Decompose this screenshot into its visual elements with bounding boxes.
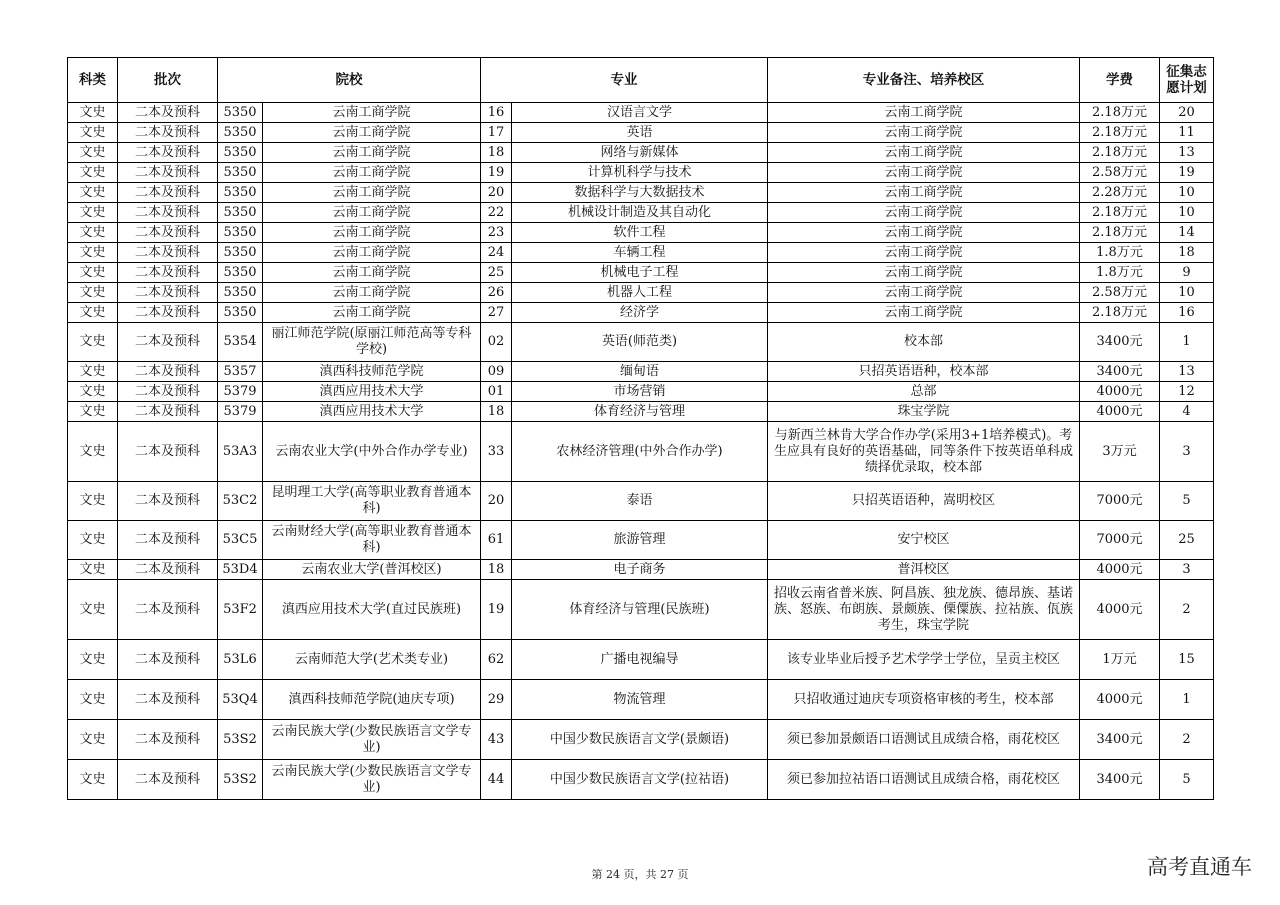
cell-school-code: 5354	[218, 323, 263, 362]
cell-school: 云南农业大学(普洱校区)	[263, 560, 481, 580]
cell-school-code: 5350	[218, 163, 263, 183]
cell-note: 云南工商学院	[768, 163, 1080, 183]
cell-fee: 1万元	[1080, 640, 1160, 680]
cell-fee: 2.58万元	[1080, 283, 1160, 303]
cell-school: 云南工商学院	[263, 223, 481, 243]
table-row	[68, 580, 1214, 640]
cell-fee: 4000元	[1080, 580, 1160, 640]
cell-plan: 11	[1160, 123, 1214, 143]
cell-major: 车辆工程	[512, 243, 768, 263]
cell-major-code: 43	[481, 720, 512, 760]
table-row	[68, 760, 1214, 800]
cell-major-code: 19	[481, 580, 512, 640]
cell-school-code: 53Q4	[218, 680, 263, 720]
cell-note: 珠宝学院	[768, 402, 1080, 422]
cell-fee: 4000元	[1080, 560, 1160, 580]
cell-note: 总部	[768, 382, 1080, 402]
cell-kelei: 文史	[68, 183, 118, 203]
cell-pici: 二本及预科	[118, 163, 218, 183]
cell-major-code: 22	[481, 203, 512, 223]
cell-pici: 二本及预科	[118, 283, 218, 303]
cell-fee: 2.18万元	[1080, 223, 1160, 243]
cell-note: 校本部	[768, 323, 1080, 362]
cell-major-code: 02	[481, 323, 512, 362]
cell-pici: 二本及预科	[118, 203, 218, 223]
cell-kelei: 文史	[68, 123, 118, 143]
table-row	[68, 323, 1214, 362]
cell-major-code: 18	[481, 560, 512, 580]
cell-kelei: 文史	[68, 521, 118, 560]
cell-plan: 13	[1160, 362, 1214, 382]
cell-fee: 1.8万元	[1080, 243, 1160, 263]
table-row	[68, 680, 1214, 720]
cell-plan: 1	[1160, 680, 1214, 720]
cell-major-code: 09	[481, 362, 512, 382]
cell-major-code: 33	[481, 422, 512, 482]
header-major: 专业	[481, 58, 768, 103]
cell-major: 中国少数民族语言文学(拉祜语)	[512, 760, 768, 800]
brand-watermark: 高考直通车	[1147, 855, 1252, 879]
cell-pici: 二本及预科	[118, 521, 218, 560]
header-fee: 学费	[1080, 58, 1160, 103]
cell-note: 云南工商学院	[768, 263, 1080, 283]
cell-kelei: 文史	[68, 223, 118, 243]
cell-major-code: 20	[481, 183, 512, 203]
cell-pici: 二本及预科	[118, 422, 218, 482]
cell-school-code: 5350	[218, 103, 263, 123]
table-row	[68, 482, 1214, 521]
cell-major: 电子商务	[512, 560, 768, 580]
cell-note: 须已参加景颇语口语测试且成绩合格，雨花校区	[768, 720, 1080, 760]
cell-school-code: 5350	[218, 223, 263, 243]
cell-plan: 3	[1160, 422, 1214, 482]
cell-major: 泰语	[512, 482, 768, 521]
table-header-row	[68, 58, 1214, 103]
cell-kelei: 文史	[68, 303, 118, 323]
cell-note: 云南工商学院	[768, 283, 1080, 303]
cell-kelei: 文史	[68, 422, 118, 482]
table-row	[68, 720, 1214, 760]
cell-kelei: 文史	[68, 163, 118, 183]
cell-school-code: 53A3	[218, 422, 263, 482]
cell-school: 云南农业大学(中外合作办学专业)	[263, 422, 481, 482]
table-row	[68, 560, 1214, 580]
cell-kelei: 文史	[68, 263, 118, 283]
header-note: 专业备注、培养校区	[768, 58, 1080, 103]
cell-school-code: 5350	[218, 303, 263, 323]
cell-note: 须已参加拉祜语口语测试且成绩合格，雨花校区	[768, 760, 1080, 800]
cell-kelei: 文史	[68, 143, 118, 163]
cell-pici: 二本及预科	[118, 382, 218, 402]
cell-note: 云南工商学院	[768, 243, 1080, 263]
table-row	[68, 362, 1214, 382]
table-row	[68, 203, 1214, 223]
cell-school-code: 5350	[218, 183, 263, 203]
cell-plan: 19	[1160, 163, 1214, 183]
cell-fee: 1.8万元	[1080, 263, 1160, 283]
cell-fee: 2.18万元	[1080, 303, 1160, 323]
cell-fee: 7000元	[1080, 482, 1160, 521]
cell-fee: 3400元	[1080, 720, 1160, 760]
cell-major-code: 24	[481, 243, 512, 263]
cell-school: 滇西应用技术大学(直过民族班)	[263, 580, 481, 640]
cell-school: 滇西科技师范学院(迪庆专项)	[263, 680, 481, 720]
cell-major-code: 61	[481, 521, 512, 560]
cell-major: 计算机科学与技术	[512, 163, 768, 183]
cell-pici: 二本及预科	[118, 323, 218, 362]
cell-school-code: 5350	[218, 123, 263, 143]
table-row	[68, 263, 1214, 283]
cell-major-code: 26	[481, 283, 512, 303]
cell-school-code: 5379	[218, 382, 263, 402]
table-row	[68, 303, 1214, 323]
cell-major: 缅甸语	[512, 362, 768, 382]
cell-fee: 3400元	[1080, 362, 1160, 382]
cell-kelei: 文史	[68, 103, 118, 123]
cell-school: 云南工商学院	[263, 303, 481, 323]
cell-note: 与新西兰林肯大学合作办学(采用3+1培养模式)。考生应具有良好的英语基础，同等条件下按英语单科成绩择优录取，校本部	[768, 422, 1080, 482]
cell-major-code: 23	[481, 223, 512, 243]
cell-pici: 二本及预科	[118, 560, 218, 580]
cell-kelei: 文史	[68, 640, 118, 680]
cell-school: 滇西应用技术大学	[263, 382, 481, 402]
cell-school: 云南工商学院	[263, 143, 481, 163]
cell-school-code: 53D4	[218, 560, 263, 580]
cell-school-code: 53F2	[218, 580, 263, 640]
cell-plan: 20	[1160, 103, 1214, 123]
cell-major: 英语	[512, 123, 768, 143]
cell-plan: 9	[1160, 263, 1214, 283]
cell-major-code: 18	[481, 143, 512, 163]
cell-fee: 2.18万元	[1080, 143, 1160, 163]
cell-major-code: 62	[481, 640, 512, 680]
cell-kelei: 文史	[68, 720, 118, 760]
cell-school: 云南师范大学(艺术类专业)	[263, 640, 481, 680]
cell-school: 云南工商学院	[263, 163, 481, 183]
cell-kelei: 文史	[68, 283, 118, 303]
cell-school-code: 5350	[218, 283, 263, 303]
table-row	[68, 143, 1214, 163]
header-pici: 批次	[118, 58, 218, 103]
cell-school-code: 5350	[218, 243, 263, 263]
cell-plan: 2	[1160, 580, 1214, 640]
cell-pici: 二本及预科	[118, 580, 218, 640]
cell-school: 云南工商学院	[263, 183, 481, 203]
cell-kelei: 文史	[68, 382, 118, 402]
cell-fee: 4000元	[1080, 382, 1160, 402]
cell-note: 只招英语语种，校本部	[768, 362, 1080, 382]
cell-school-code: 53S2	[218, 720, 263, 760]
cell-kelei: 文史	[68, 243, 118, 263]
cell-plan: 2	[1160, 720, 1214, 760]
cell-school: 云南工商学院	[263, 203, 481, 223]
cell-pici: 二本及预科	[118, 362, 218, 382]
enrollment-table	[67, 57, 1214, 800]
cell-school: 云南民族大学(少数民族语言文学专业)	[263, 760, 481, 800]
cell-pici: 二本及预科	[118, 143, 218, 163]
cell-school-code: 53C5	[218, 521, 263, 560]
cell-major: 旅游管理	[512, 521, 768, 560]
cell-major-code: 18	[481, 402, 512, 422]
table-row	[68, 223, 1214, 243]
cell-note: 普洱校区	[768, 560, 1080, 580]
cell-pici: 二本及预科	[118, 223, 218, 243]
table-row	[68, 422, 1214, 482]
cell-school: 滇西应用技术大学	[263, 402, 481, 422]
cell-plan: 15	[1160, 640, 1214, 680]
cell-note: 云南工商学院	[768, 303, 1080, 323]
cell-school: 云南工商学院	[263, 283, 481, 303]
cell-pici: 二本及预科	[118, 243, 218, 263]
cell-major-code: 20	[481, 482, 512, 521]
cell-school: 云南工商学院	[263, 123, 481, 143]
cell-school: 丽江师范学院(原丽江师范高等专科学校)	[263, 323, 481, 362]
cell-kelei: 文史	[68, 362, 118, 382]
cell-pici: 二本及预科	[118, 680, 218, 720]
cell-note: 只招收通过迪庆专项资格审核的考生，校本部	[768, 680, 1080, 720]
cell-major-code: 17	[481, 123, 512, 143]
cell-fee: 2.28万元	[1080, 183, 1160, 203]
table-row	[68, 640, 1214, 680]
cell-note: 云南工商学院	[768, 223, 1080, 243]
cell-plan: 3	[1160, 560, 1214, 580]
cell-major: 物流管理	[512, 680, 768, 720]
cell-kelei: 文史	[68, 203, 118, 223]
cell-school-code: 5350	[218, 203, 263, 223]
cell-plan: 13	[1160, 143, 1214, 163]
cell-major: 体育经济与管理	[512, 402, 768, 422]
page-number: 第 24 页，共 27 页	[591, 868, 689, 881]
cell-pici: 二本及预科	[118, 263, 218, 283]
cell-major-code: 44	[481, 760, 512, 800]
cell-pici: 二本及预科	[118, 402, 218, 422]
header-kelei: 科类	[68, 58, 118, 103]
cell-kelei: 文史	[68, 760, 118, 800]
header-plan: 征集志愿计划	[1160, 58, 1214, 103]
cell-school: 云南工商学院	[263, 263, 481, 283]
cell-pici: 二本及预科	[118, 640, 218, 680]
cell-note: 云南工商学院	[768, 103, 1080, 123]
cell-major-code: 25	[481, 263, 512, 283]
cell-major: 体育经济与管理(民族班)	[512, 580, 768, 640]
cell-major: 软件工程	[512, 223, 768, 243]
cell-plan: 12	[1160, 382, 1214, 402]
cell-note: 云南工商学院	[768, 123, 1080, 143]
cell-plan: 10	[1160, 203, 1214, 223]
table-row	[68, 382, 1214, 402]
cell-major: 经济学	[512, 303, 768, 323]
cell-major: 机器人工程	[512, 283, 768, 303]
cell-pici: 二本及预科	[118, 482, 218, 521]
cell-fee: 2.18万元	[1080, 103, 1160, 123]
cell-fee: 4000元	[1080, 680, 1160, 720]
cell-major-code: 01	[481, 382, 512, 402]
cell-major: 英语(师范类)	[512, 323, 768, 362]
table-body	[68, 103, 1214, 800]
cell-school: 云南工商学院	[263, 243, 481, 263]
table-row	[68, 402, 1214, 422]
cell-plan: 25	[1160, 521, 1214, 560]
table-row	[68, 103, 1214, 123]
cell-major-code: 27	[481, 303, 512, 323]
cell-school-code: 5350	[218, 143, 263, 163]
cell-major: 机械电子工程	[512, 263, 768, 283]
cell-kelei: 文史	[68, 560, 118, 580]
cell-fee: 2.18万元	[1080, 203, 1160, 223]
cell-major: 汉语言文学	[512, 103, 768, 123]
cell-major: 数据科学与大数据技术	[512, 183, 768, 203]
table-row	[68, 163, 1214, 183]
cell-note: 招收云南省普米族、阿昌族、独龙族、德昂族、基诺族、怒族、布朗族、景颇族、傈僳族、拉祜族、佤族考生，珠宝学院	[768, 580, 1080, 640]
cell-plan: 5	[1160, 760, 1214, 800]
cell-plan: 1	[1160, 323, 1214, 362]
cell-school-code: 5379	[218, 402, 263, 422]
cell-plan: 10	[1160, 283, 1214, 303]
cell-school-code: 53S2	[218, 760, 263, 800]
cell-major: 网络与新媒体	[512, 143, 768, 163]
cell-school-code: 5350	[218, 263, 263, 283]
cell-pici: 二本及预科	[118, 760, 218, 800]
cell-plan: 10	[1160, 183, 1214, 203]
table-row	[68, 183, 1214, 203]
cell-school-code: 53L6	[218, 640, 263, 680]
cell-kelei: 文史	[68, 402, 118, 422]
cell-kelei: 文史	[68, 680, 118, 720]
cell-plan: 18	[1160, 243, 1214, 263]
cell-note: 云南工商学院	[768, 203, 1080, 223]
cell-fee: 4000元	[1080, 402, 1160, 422]
cell-plan: 5	[1160, 482, 1214, 521]
cell-school: 云南工商学院	[263, 103, 481, 123]
cell-major: 机械设计制造及其自动化	[512, 203, 768, 223]
cell-pici: 二本及预科	[118, 103, 218, 123]
cell-school: 云南民族大学(少数民族语言文学专业)	[263, 720, 481, 760]
cell-fee: 2.18万元	[1080, 123, 1160, 143]
cell-fee: 3400元	[1080, 323, 1160, 362]
cell-school-code: 5357	[218, 362, 263, 382]
cell-major-code: 19	[481, 163, 512, 183]
cell-major: 市场营销	[512, 382, 768, 402]
cell-fee: 2.58万元	[1080, 163, 1160, 183]
cell-note: 云南工商学院	[768, 183, 1080, 203]
cell-fee: 3万元	[1080, 422, 1160, 482]
cell-kelei: 文史	[68, 482, 118, 521]
cell-school: 滇西科技师范学院	[263, 362, 481, 382]
cell-major: 中国少数民族语言文学(景颇语)	[512, 720, 768, 760]
cell-note: 云南工商学院	[768, 143, 1080, 163]
cell-pici: 二本及预科	[118, 720, 218, 760]
header-school: 院校	[218, 58, 481, 103]
cell-major: 农林经济管理(中外合作办学)	[512, 422, 768, 482]
cell-school: 昆明理工大学(高等职业教育普通本科)	[263, 482, 481, 521]
cell-major-code: 16	[481, 103, 512, 123]
cell-major-code: 29	[481, 680, 512, 720]
cell-note: 安宁校区	[768, 521, 1080, 560]
table-row	[68, 243, 1214, 263]
cell-note: 该专业毕业后授予艺术学学士学位，呈贡主校区	[768, 640, 1080, 680]
cell-kelei: 文史	[68, 323, 118, 362]
cell-major: 广播电视编导	[512, 640, 768, 680]
cell-kelei: 文史	[68, 580, 118, 640]
cell-note: 只招英语语种，嵩明校区	[768, 482, 1080, 521]
cell-school-code: 53C2	[218, 482, 263, 521]
cell-school: 云南财经大学(高等职业教育普通本科)	[263, 521, 481, 560]
table-row	[68, 123, 1214, 143]
cell-fee: 3400元	[1080, 760, 1160, 800]
cell-pici: 二本及预科	[118, 303, 218, 323]
cell-plan: 4	[1160, 402, 1214, 422]
cell-pici: 二本及预科	[118, 183, 218, 203]
table-row	[68, 521, 1214, 560]
cell-plan: 14	[1160, 223, 1214, 243]
cell-plan: 16	[1160, 303, 1214, 323]
cell-fee: 7000元	[1080, 521, 1160, 560]
cell-pici: 二本及预科	[118, 123, 218, 143]
table-row	[68, 283, 1214, 303]
